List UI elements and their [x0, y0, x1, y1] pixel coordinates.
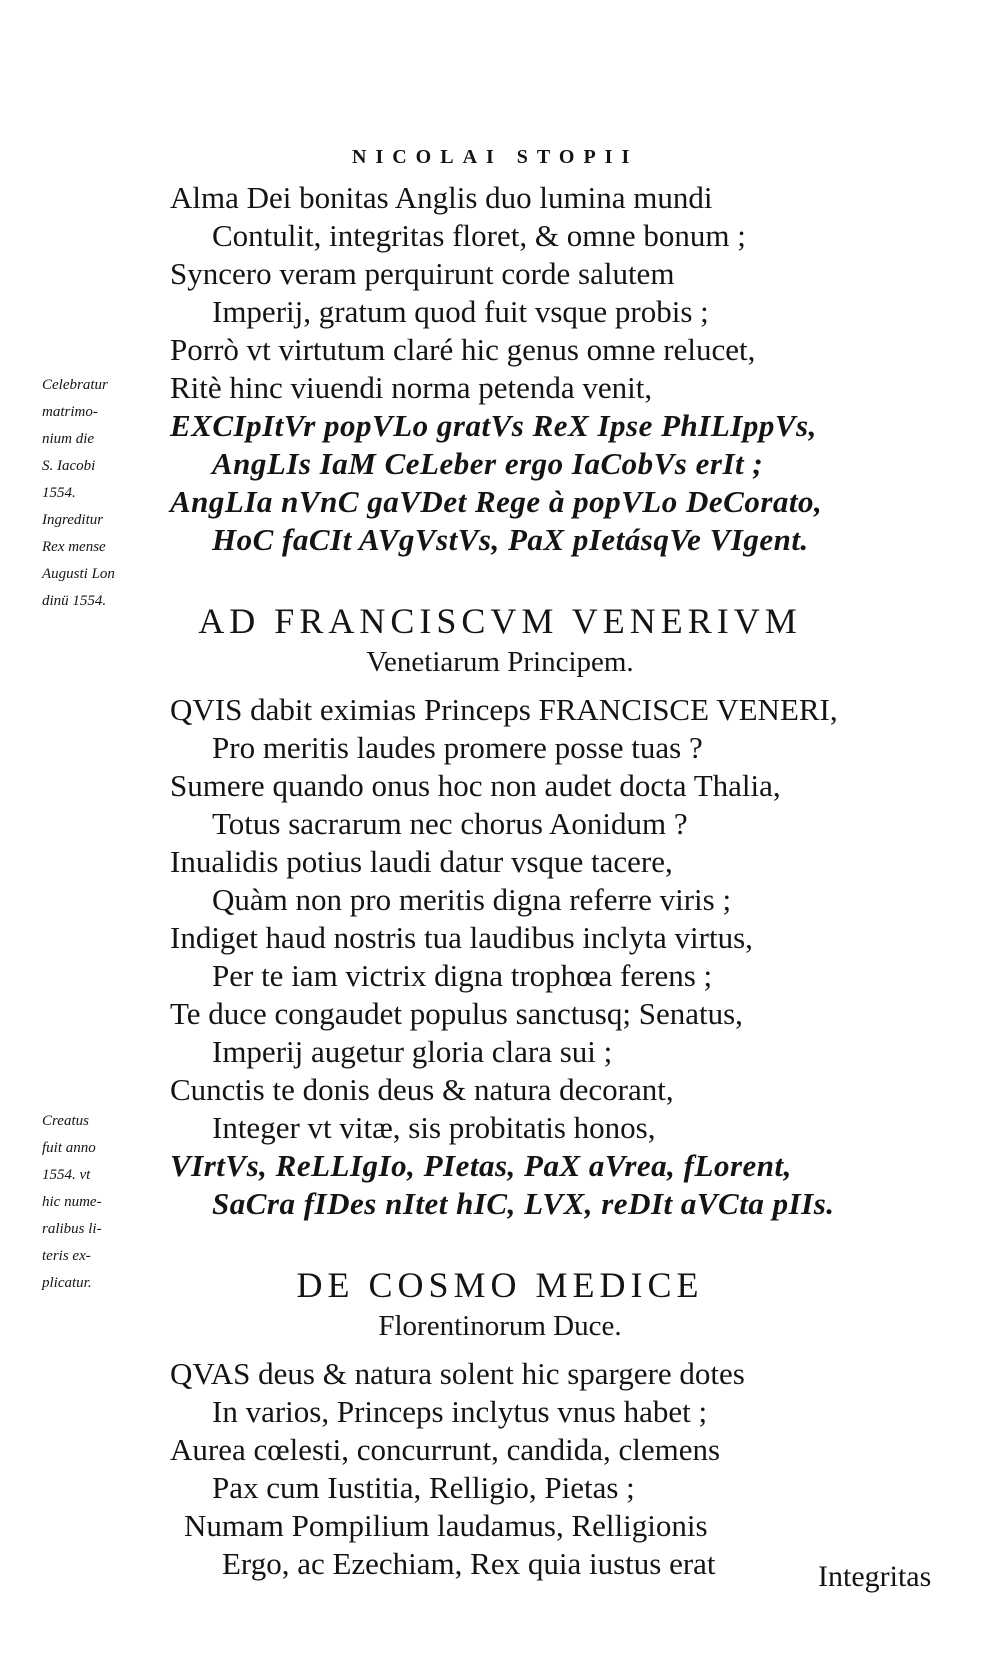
verse-line: Indiget haud nostris tua laudibus inclyta virtus,	[170, 920, 753, 955]
verse-line: Per te iam victrix digna trophœa ferens ;	[212, 958, 713, 993]
verse-line: QVIS dabit eximias Princeps FRANCISCE VENERI,	[170, 692, 838, 727]
verse-line: In varios, Princeps inclytus vnus habet ;	[212, 1394, 708, 1429]
chronogram-line: SaCra fIDes nItet hIC, LVX, reDIt aVCta pIIs.	[212, 1186, 835, 1221]
verse-line: Integer vt vitæ, sis probitatis honos,	[212, 1110, 656, 1145]
chronogram-line: VIrtVs, ReLLIgIo, PIetas, PaX aVrea, fLorent,	[170, 1148, 792, 1183]
poem-3-heading: DE COSMO MEDICE	[296, 1265, 704, 1305]
verse-line: Imperij, gratum quod fuit vsque probis ;	[212, 294, 709, 329]
verse-line: Contulit, integritas floret, & omne bonum ;	[212, 218, 746, 253]
verse-line: Alma Dei bonitas Anglis duo lumina mundi	[170, 180, 713, 215]
verse-line: Inualidis potius laudi datur vsque tacere,	[170, 844, 673, 879]
poem-3-subheading: Florentinorum Duce.	[378, 1310, 622, 1342]
verse-line: Te duce congaudet populus sanctusq; Senatus,	[170, 996, 743, 1031]
verse-line: QVAS deus & natura solent hic spargere dotes	[170, 1356, 745, 1391]
verse-line: Syncero veram perquirunt corde salutem	[170, 256, 675, 291]
poem-2-heading: AD FRANCISCVM VENERIVM	[198, 601, 802, 641]
verse-line: Pax cum Iustitia, Relligio, Pietas ;	[212, 1470, 635, 1505]
verse-line: Quàm non pro meritis digna referre viris ;	[212, 882, 732, 917]
verse-line: Porrò vt virtutum claré hic genus omne relucet,	[170, 332, 756, 367]
catchword: Integritas	[818, 1560, 932, 1593]
verse-line: Ritè hinc viuendi norma petenda venit,	[170, 370, 653, 405]
verse-line: Imperij augetur gloria clara sui ;	[212, 1034, 613, 1069]
chronogram-line: AngLIa nVnC gaVDet Rege à popVLo DeCorato,	[170, 484, 823, 519]
verse-line: Pro meritis laudes promere posse tuas ?	[212, 730, 703, 765]
margin-note-created: Creatus fuit anno 1554. vt hic nume- ralibus li- teris ex- plicatur.	[42, 1113, 102, 1291]
verse-line: Numam Pompilium laudamus, Relligionis	[184, 1508, 708, 1543]
chronogram-line: AngLIs IaM CeLeber ergo IaCobVs erIt ;	[212, 446, 764, 481]
verse-line: Aurea cœlesti, concurrunt, candida, clemens	[170, 1432, 721, 1467]
verse-line: Sumere quando onus hoc non audet docta Thalia,	[170, 768, 781, 803]
poem-2-subheading: Venetiarum Principem.	[366, 646, 634, 678]
chronogram-line: EXCIpItVr popVLo gratVs ReX Ipse PhILIppVs,	[170, 408, 817, 443]
verse-line: Ergo, ac Ezechiam, Rex quia iustus erat	[222, 1546, 716, 1581]
verse-line: Totus sacrarum nec chorus Aonidum ?	[212, 806, 688, 841]
margin-note-marriage: Celebratur matrimo- nium die S. Iacobi 1554. Ingreditur Rex mense Augusti Lon dinü 1554.	[42, 377, 115, 609]
chronogram-line: HoC faCIt AVgVstVs, PaX pIetásqVe VIgent.	[212, 522, 809, 557]
running-head: NICOLAI STOPII	[352, 146, 639, 168]
verse-line: Cunctis te donis deus & natura decorant,	[170, 1072, 674, 1107]
